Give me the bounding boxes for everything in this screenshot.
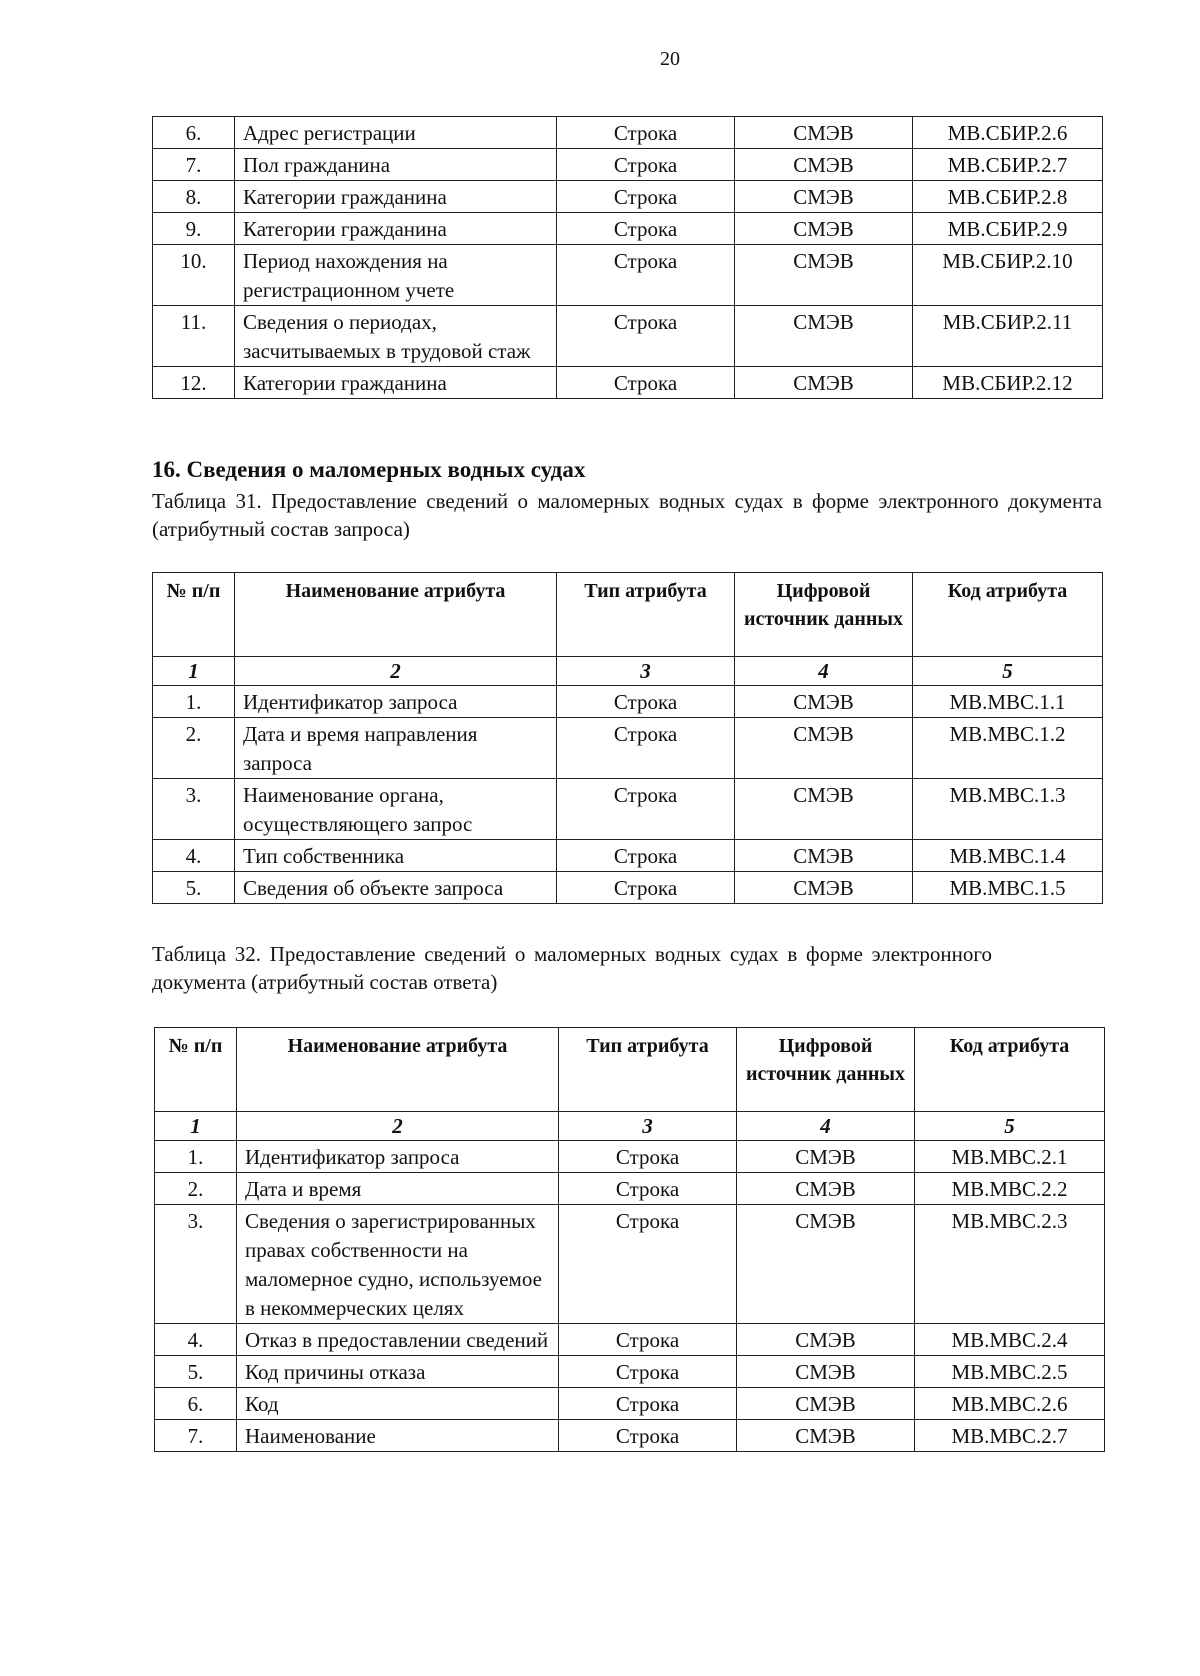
table-row [153, 213, 1103, 245]
attribute-name-cell: Код причины отказа [237, 1356, 559, 1388]
row-number-cell: 6. [155, 1388, 237, 1420]
data-source-cell: СМЭВ [737, 1388, 915, 1420]
attribute-name-cell: Наименование органа, осуществляющего запрос [235, 779, 557, 840]
table-row [153, 367, 1103, 399]
attribute-type-cell: Строка [559, 1141, 737, 1173]
attribute-name-cell: Сведения об объекте запроса [235, 872, 557, 904]
data-source-cell: СМЭВ [737, 1141, 915, 1173]
attribute-name-cell: Категории гражданина [235, 181, 557, 213]
table-31-caption: Таблица 31. Предоставление сведений о маломерных водных судах в форме электронного документа (атрибутный состав запроса) [152, 489, 1102, 541]
attribute-code-cell: МВ.СБИР.2.10 [913, 245, 1103, 306]
page-number: 20 [660, 48, 680, 70]
table-row [155, 1324, 1105, 1356]
attribute-code-cell: МВ.МВС.1.5 [913, 872, 1103, 904]
column-header: Наименование атрибута [235, 573, 557, 657]
attribute-code-cell: МВ.МВС.2.2 [915, 1173, 1105, 1205]
attribute-type-cell: Строка [557, 181, 735, 213]
row-number-cell: 4. [155, 1324, 237, 1356]
table-row [155, 1388, 1105, 1420]
attribute-code-cell: МВ.СБИР.2.11 [913, 306, 1103, 367]
row-number-cell: 2. [153, 718, 235, 779]
table-row [153, 117, 1103, 149]
column-header: № п/п [153, 573, 235, 657]
table-row [153, 779, 1103, 840]
data-source-cell: СМЭВ [735, 367, 913, 399]
data-source-cell: СМЭВ [735, 213, 913, 245]
column-index-cell: 1 [153, 657, 235, 686]
row-number-cell: 3. [155, 1205, 237, 1324]
column-index-row [153, 657, 1103, 686]
data-source-cell: СМЭВ [737, 1173, 915, 1205]
attribute-type-cell: Строка [557, 779, 735, 840]
attribute-name-cell: Идентификатор запроса [237, 1141, 559, 1173]
column-index-cell: 4 [735, 657, 913, 686]
attribute-name-cell: Период нахождения на регистрационном учете [235, 245, 557, 306]
attribute-type-cell: Строка [557, 367, 735, 399]
attribute-type-cell: Строка [557, 718, 735, 779]
column-index-cell: 2 [237, 1112, 559, 1141]
data-source-cell: СМЭВ [737, 1356, 915, 1388]
row-number-cell: 6. [153, 117, 235, 149]
attribute-code-cell: МВ.СБИР.2.9 [913, 213, 1103, 245]
attribute-type-cell: Строка [559, 1324, 737, 1356]
column-header: Цифровой источник данных [735, 573, 913, 657]
attribute-code-cell: МВ.СБИР.2.6 [913, 117, 1103, 149]
attribute-type-cell: Строка [559, 1173, 737, 1205]
attribute-code-cell: МВ.СБИР.2.8 [913, 181, 1103, 213]
table-row [155, 1141, 1105, 1173]
table-row [153, 306, 1103, 367]
attribute-code-cell: МВ.МВС.2.4 [915, 1324, 1105, 1356]
data-source-cell: СМЭВ [735, 686, 913, 718]
table-row [155, 1420, 1105, 1452]
attribute-code-cell: МВ.МВС.1.3 [913, 779, 1103, 840]
column-header: Код атрибута [915, 1028, 1105, 1112]
data-source-cell: СМЭВ [737, 1420, 915, 1452]
data-source-cell: СМЭВ [737, 1324, 915, 1356]
data-source-cell: СМЭВ [735, 718, 913, 779]
data-source-cell: СМЭВ [735, 872, 913, 904]
row-number-cell: 10. [153, 245, 235, 306]
attribute-type-cell: Строка [559, 1356, 737, 1388]
table-row [153, 181, 1103, 213]
table-row [155, 1205, 1105, 1324]
attribute-type-cell: Строка [557, 117, 735, 149]
attribute-name-cell: Дата и время [237, 1173, 559, 1205]
row-number-cell: 8. [153, 181, 235, 213]
row-number-cell: 7. [155, 1420, 237, 1452]
data-source-cell: СМЭВ [737, 1205, 915, 1324]
table-row [155, 1173, 1105, 1205]
data-source-cell: СМЭВ [735, 779, 913, 840]
row-number-cell: 5. [153, 872, 235, 904]
attribute-code-cell: МВ.МВС.1.1 [913, 686, 1103, 718]
column-header: Цифровой источник данных [737, 1028, 915, 1112]
table-row [153, 245, 1103, 306]
attribute-name-cell: Отказ в предоставлении сведений [237, 1324, 559, 1356]
attribute-code-cell: МВ.МВС.2.3 [915, 1205, 1105, 1324]
column-header: Код атрибута [913, 573, 1103, 657]
attribute-code-cell: МВ.МВС.2.1 [915, 1141, 1105, 1173]
column-index-cell: 3 [557, 657, 735, 686]
attribute-code-cell: МВ.СБИР.2.12 [913, 367, 1103, 399]
attribute-type-cell: Строка [559, 1205, 737, 1324]
attribute-code-cell: МВ.СБИР.2.7 [913, 149, 1103, 181]
row-number-cell: 1. [155, 1141, 237, 1173]
column-index-cell: 4 [737, 1112, 915, 1141]
column-index-cell: 2 [235, 657, 557, 686]
attribute-name-cell: Идентификатор запроса [235, 686, 557, 718]
column-index-row [155, 1112, 1105, 1141]
column-index-cell: 1 [155, 1112, 237, 1141]
column-header: № п/п [155, 1028, 237, 1112]
attribute-code-cell: МВ.МВС.1.2 [913, 718, 1103, 779]
row-number-cell: 3. [153, 779, 235, 840]
attribute-type-cell: Строка [559, 1420, 737, 1452]
attribute-type-cell: Строка [557, 213, 735, 245]
row-number-cell: 4. [153, 840, 235, 872]
attribute-type-cell: Строка [557, 872, 735, 904]
data-source-cell: СМЭВ [735, 840, 913, 872]
attribute-name-cell: Тип собственника [235, 840, 557, 872]
table-31 [152, 572, 1103, 904]
attribute-name-cell: Категории гражданина [235, 367, 557, 399]
row-number-cell: 9. [153, 213, 235, 245]
attribute-name-cell: Пол гражданина [235, 149, 557, 181]
table-header-row [153, 573, 1103, 657]
table-row [153, 149, 1103, 181]
data-source-cell: СМЭВ [735, 117, 913, 149]
attribute-type-cell: Строка [557, 306, 735, 367]
data-source-cell: СМЭВ [735, 245, 913, 306]
row-number-cell: 12. [153, 367, 235, 399]
row-number-cell: 11. [153, 306, 235, 367]
attribute-name-cell: Адрес регистрации [235, 117, 557, 149]
attribute-name-cell: Код [237, 1388, 559, 1420]
attribute-code-cell: МВ.МВС.1.4 [913, 840, 1103, 872]
column-index-cell: 3 [559, 1112, 737, 1141]
column-index-cell: 5 [915, 1112, 1105, 1141]
section-heading: 16. Сведения о маломерных водных судах [152, 457, 586, 482]
attribute-name-cell: Наименование [237, 1420, 559, 1452]
attribute-name-cell: Категории гражданина [235, 213, 557, 245]
column-header: Наименование атрибута [237, 1028, 559, 1112]
attribute-type-cell: Строка [557, 149, 735, 181]
attribute-type-cell: Строка [557, 840, 735, 872]
table-row [153, 872, 1103, 904]
attribute-type-cell: Строка [557, 686, 735, 718]
table-previous-continuation [152, 116, 1103, 399]
row-number-cell: 7. [153, 149, 235, 181]
attribute-name-cell: Сведения о зарегистрированных правах собственности на маломерное судно, используемое в некоммерческих целях [237, 1205, 559, 1324]
table-row [153, 840, 1103, 872]
attribute-name-cell: Дата и время направления запроса [235, 718, 557, 779]
attribute-code-cell: МВ.МВС.2.5 [915, 1356, 1105, 1388]
data-source-cell: СМЭВ [735, 181, 913, 213]
row-number-cell: 2. [155, 1173, 237, 1205]
attribute-code-cell: МВ.МВС.2.6 [915, 1388, 1105, 1420]
table-32-caption: Таблица 32. Предоставление сведений о маломерных водных судах в форме электронного документа (атрибутный состав ответа) [152, 942, 992, 994]
attribute-name-cell: Сведения о периодах, засчитываемых в трудовой стаж [235, 306, 557, 367]
row-number-cell: 1. [153, 686, 235, 718]
table-row [153, 686, 1103, 718]
table-32 [154, 1027, 1105, 1452]
data-source-cell: СМЭВ [735, 149, 913, 181]
table-row [153, 718, 1103, 779]
table-header-row [155, 1028, 1105, 1112]
column-header: Тип атрибута [557, 573, 735, 657]
column-header: Тип атрибута [559, 1028, 737, 1112]
attribute-type-cell: Строка [559, 1388, 737, 1420]
attribute-code-cell: МВ.МВС.2.7 [915, 1420, 1105, 1452]
row-number-cell: 5. [155, 1356, 237, 1388]
column-index-cell: 5 [913, 657, 1103, 686]
table-row [155, 1356, 1105, 1388]
data-source-cell: СМЭВ [735, 306, 913, 367]
attribute-type-cell: Строка [557, 245, 735, 306]
